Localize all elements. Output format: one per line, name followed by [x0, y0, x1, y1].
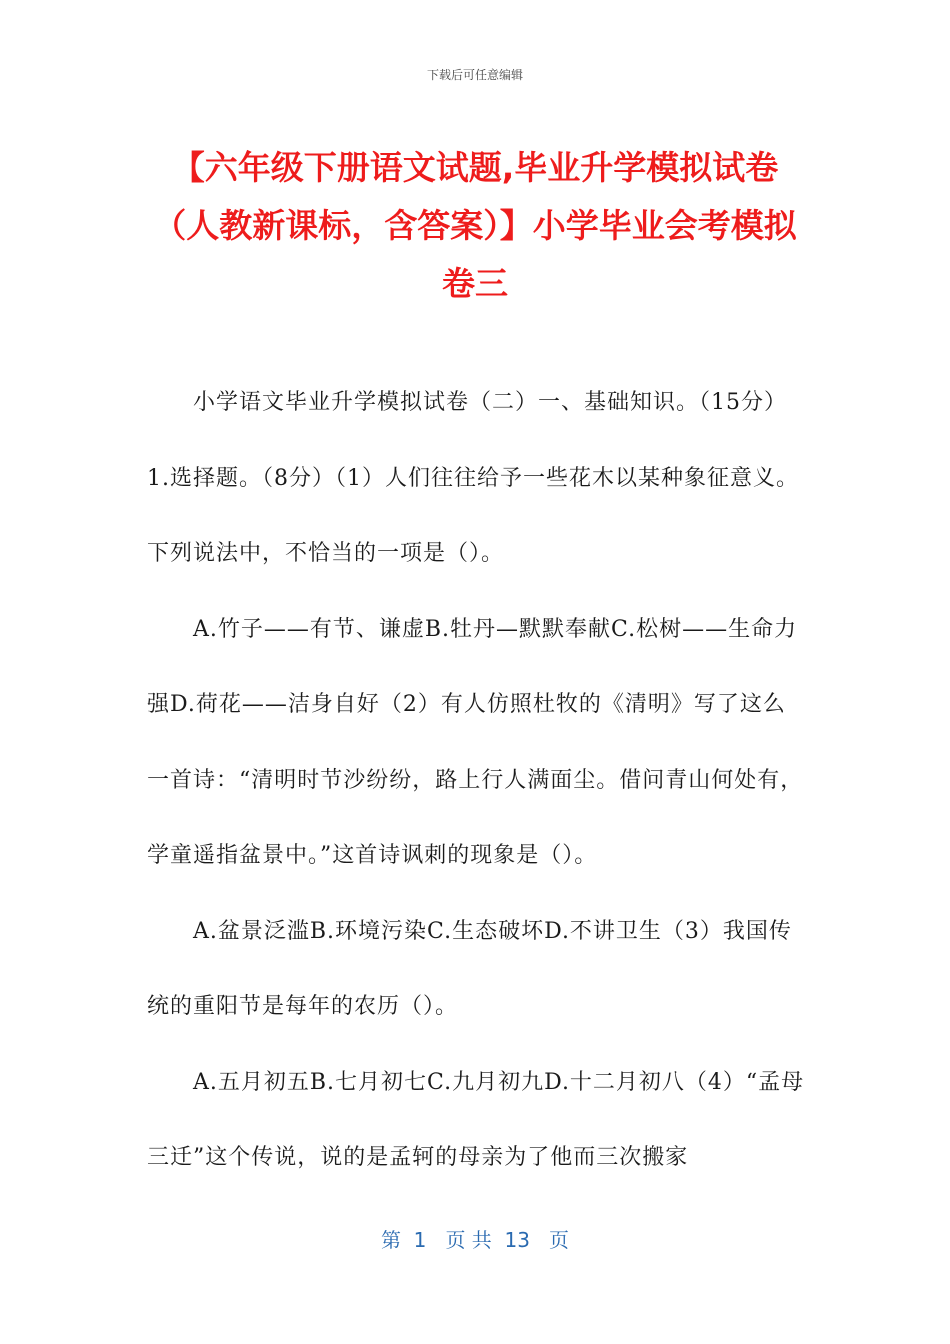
paragraph-3: A.盆景泛滥B.环境污染C.生态破坏D.不讲卫生（3）我国传统的重阳节是每年的农历（）。 — [147, 918, 792, 1019]
document-body — [147, 365, 807, 1196]
header-note: 下载后可任意编辑 — [426, 68, 523, 82]
page-number-footer: 第 1 页 共 13 页 — [380, 1228, 570, 1252]
paragraph-2: A.竹子——有节、谦虚B.牡丹—默默奉献C.松树——生命力强D.荷花——洁身自好（2）有人仿照杜牧的《清明》写了这么一首诗：“清明时节沙纷纷，路上行人满面尘。借问青山何处有，学童遥指盆景中。”这首诗讽刺的现象是（）。 — [147, 616, 804, 868]
paragraph-1: 小学语文毕业升学模拟试卷（二）一、基础知识。（15分）1.选择题。（8分）（1）人们往往给予一些花木以某种象征意义。下列说法中，不恰当的一项是（）。 — [147, 390, 799, 566]
paragraph-4: A.五月初五B.七月初七C.九月初九D.十二月初八（4）“孟母三迁”这个传说，说的是孟轲的母亲为了他而三次搬家 — [147, 1069, 805, 1170]
document-title: 【六年级下册语文试题,毕业升学模拟试卷（人教新课标，含答案）】小学毕业会考模拟卷三 — [153, 148, 797, 303]
